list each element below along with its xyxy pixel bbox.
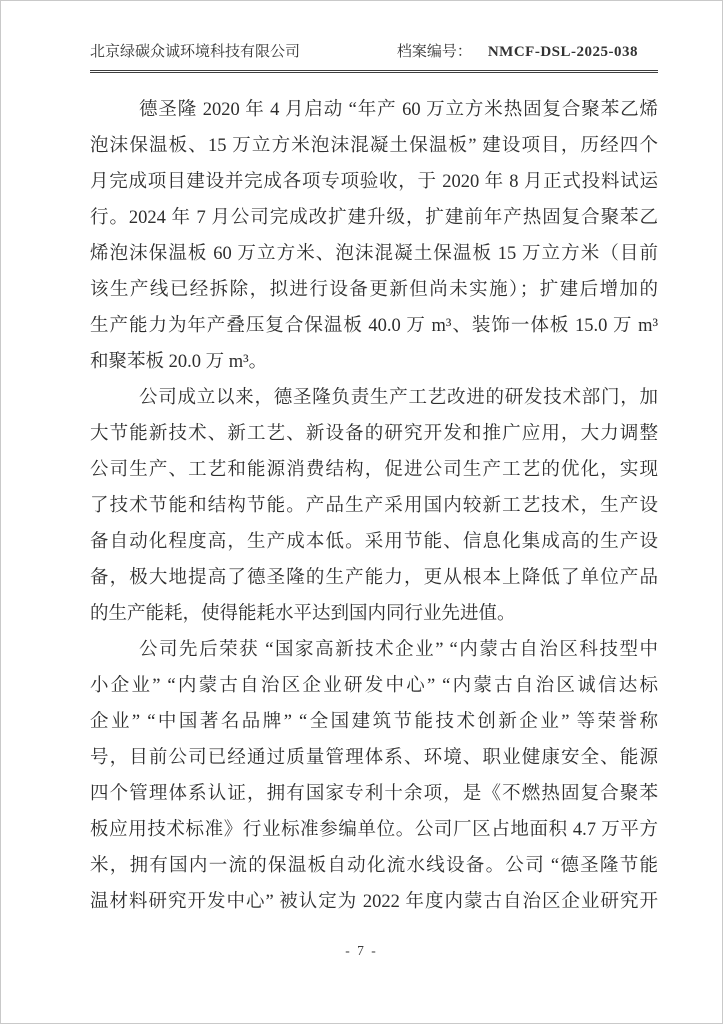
paragraph-2 [90,380,658,632]
text-line: 小企业” “内蒙古自治区企业研发中心” “内蒙古自治区诚信达标 [90,676,658,696]
text-line: 四个管理体系认证，拥有国家专利十余项，是《不燃热固复合聚苯 [90,784,658,804]
text-line: 泡沫保温板、15 万立方米泡沫混凝土保温板” 建设项目，历经四个 [90,136,658,156]
text-line: 行。2024 年 7 月公司完成改扩建升级，扩建前年产热固复合聚苯乙 [90,208,658,228]
page-header [90,43,658,73]
text-line: 和聚苯板 20.0 万 m³。 [90,352,268,372]
document-body [90,92,658,920]
text-line: 板应用技术标准》行业标准参编单位。公司厂区占地面积 4.7 万平方 [90,820,658,840]
text-line: 月完成项目建设并完成各项专项验收，于 2020 年 8 月正式投料试运 [90,172,658,192]
text-line: 号，目前公司已经通过质量管理体系、环境、职业健康安全、能源 [90,748,658,768]
text-line: 公司先后荣获 “国家高新技术企业” “内蒙古自治区科技型中 [139,640,658,660]
paragraph-3 [90,632,658,920]
text-line: 企业” “中国著名品牌” “全国建筑节能技术创新企业” 等荣誉称 [90,712,658,732]
paragraph-1 [90,92,658,380]
text-line: 了技术节能和结构节能。产品生产采用国内较新工艺技术，生产设 [90,496,658,516]
company-name: 北京绿碳众诚环境科技有限公司 [90,44,301,60]
text-line: 备，极大地提高了德圣隆的生产能力，更从根本上降低了单位产品 [90,568,658,588]
archive-number-group [397,43,658,62]
text-line: 烯泡沫保温板 60 万立方米、泡沫混凝土保温板 15 万立方米（目前 [90,244,658,264]
text-line: 该生产线已经拆除，拟进行设备更新但尚未实施）；扩建后增加的 [90,280,658,300]
text-line: 公司成立以来，德圣隆负责生产工艺改进的研发技术部门，加 [139,388,658,408]
text-line: 米，拥有国内一流的保温板自动化流水线设备。公司 “德圣隆节能 [90,856,658,876]
text-line: 的生产能耗，使得能耗水平达到国内同行业先进值。 [90,604,516,624]
text-line: 公司生产、工艺和能源消费结构，促进公司生产工艺的优化，实现 [90,460,658,480]
archive-number: NMCF-DSL-2025-038 [487,44,638,60]
text-line: 德圣隆 2020 年 4 月启动 “年产 60 万立方米热固复合聚苯乙烯 [139,100,658,120]
archive-label: 档案编号： [396,44,472,60]
page-number: - 7 - [345,943,378,958]
text-line: 大节能新技术、新工艺、新设备的研究开发和推广应用，大力调整 [90,424,658,444]
text-line: 温材料研究开发中心” 被认定为 2022 年度内蒙古自治区企业研究开 [90,892,658,912]
text-line: 生产能力为年产叠压复合保温板 40.0 万 m³、装饰一体板 15.0 万 m³ [90,316,658,336]
text-line: 备自动化程度高，生产成本低。采用节能、信息化集成高的生产设 [90,532,658,552]
